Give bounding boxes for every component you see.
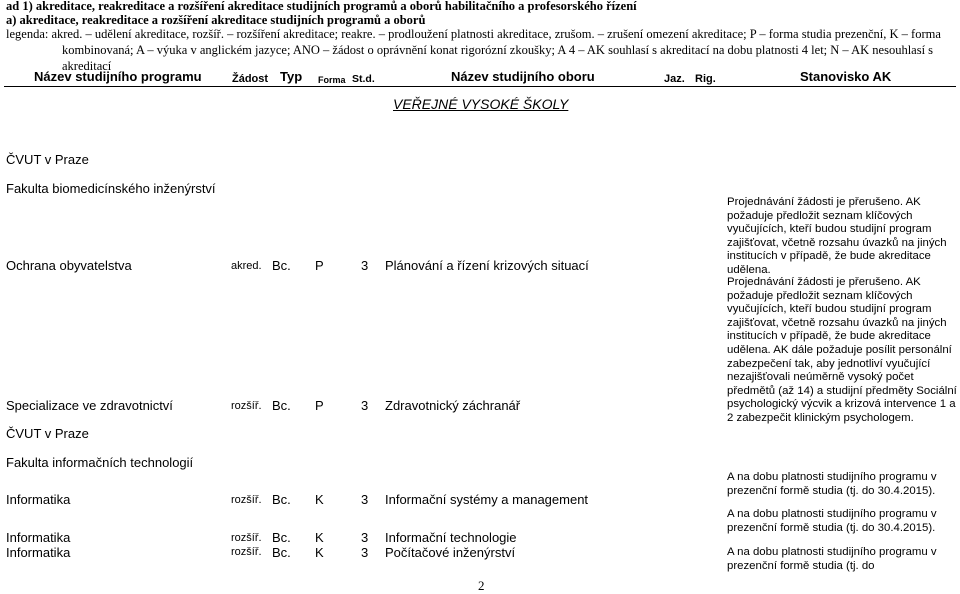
col-header-zadost: Žádost [232, 73, 269, 85]
page-number: 2 [478, 578, 485, 593]
request-type: rozšíř. [231, 532, 262, 544]
legend-content: legenda: akred. – udělení akreditace, rozšíř. – rozšíření akreditace; reakre. – prodloužení platnosti akreditace, zrušom. – zrušení omezení akreditace; P – forma studia prezenční, K – forma kombinovaná; A – výuka v anglickém jazyce; ANO – žádost o oprávnění konat rigorózní zkoušky; A 4 – AK souhlasí s akreditací na dobu platnosti 4 let; N – AK nesouhlasí s akreditací [6, 27, 941, 73]
accreditation-opinion: A na dobu platnosti studijního programu v prezenční formě studia (tj. do [727, 546, 937, 572]
col-header-rig: Rig. [695, 73, 716, 85]
accreditation-opinion: A na dobu platnosti studijního programu v prezenční formě studia (tj. do 30.4.2015). [727, 471, 937, 497]
study-form: K [315, 545, 324, 560]
col-header-stanovisko: Stanovisko AK [800, 69, 892, 84]
program-name: Informatika [6, 492, 71, 507]
school-name: ČVUT v Praze [6, 152, 89, 167]
request-type: rozšíř. [231, 546, 262, 558]
degree-type: Bc. [272, 492, 291, 507]
request-type: rozšíř. [231, 400, 262, 412]
accreditation-opinion: Projednávání žádosti je přerušeno. AK požaduje předložit seznam klíčových vyučujících, kteří budou studijní program zajišťovat, včetně rozsahu úvazků na jiných institucích v případě, že bude akreditace udělena. AK dále požaduje posílit personální zabezpečení tak, aby jednotliví vyučující nezajišťovali neúměrně vysoký počet předmětů (až 14) a studijní předměty Sociální psychologický výcvik a krizová intervence 1 a 2 zabezpečit klinickým psychologem. [727, 276, 957, 424]
program-name: Ochrana obyvatelstva [6, 258, 132, 273]
degree-type: Bc. [272, 398, 291, 413]
heading-line-1: ad 1) akreditace, reakreditace a rozšíření akreditace studijních programů a oborů habilitačního a profesorského řízení [6, 0, 637, 13]
program-name: Informatika [6, 530, 71, 545]
col-header-typ: Typ [280, 69, 303, 84]
col-header-program: Název studijního programu [34, 69, 202, 84]
study-form: K [315, 530, 324, 545]
col-header-obor: Název studijního oboru [451, 69, 595, 84]
col-header-std: St.d. [352, 73, 375, 85]
col-header-jaz: Jaz. [664, 73, 685, 85]
header-rule [4, 86, 956, 87]
section-title: VEŘEJNÉ VYSOKÉ ŠKOLY [393, 96, 569, 112]
field-name: Zdravotnický záchranář [385, 398, 521, 413]
degree-type: Bc. [272, 530, 291, 545]
faculty-name: Fakulta informačních technologií [6, 455, 194, 470]
field-name: Informační systémy a management [385, 492, 589, 507]
school-name: ČVUT v Praze [6, 426, 89, 441]
program-name: Informatika [6, 545, 71, 560]
legend-text [6, 26, 946, 74]
request-type: akred. [231, 260, 262, 272]
col-header-forma: Forma [318, 75, 346, 85]
study-length: 3 [361, 258, 369, 273]
study-form: K [315, 492, 324, 507]
field-name: Počítačové inženýrství [385, 545, 516, 560]
faculty-name: Fakulta biomedicínského inženýrství [6, 181, 216, 196]
study-length: 3 [361, 530, 369, 545]
accreditation-opinion: Projednávání žádosti je přerušeno. AK požaduje předložit seznam klíčových vyučujících, kteří budou studijní program zajišťovat, včetně rozsahu úvazků na jiných institucích v případě, že bude akreditace udělena. [727, 196, 947, 276]
study-length: 3 [361, 398, 369, 413]
degree-type: Bc. [272, 545, 291, 560]
request-type: rozšíř. [231, 494, 262, 506]
study-length: 3 [361, 492, 369, 507]
heading-line-2: a) akreditace, reakreditace a rozšíření akreditace studijních programů a oborů [6, 13, 426, 27]
study-form: P [315, 398, 324, 413]
degree-type: Bc. [272, 258, 291, 273]
field-name: Informační technologie [385, 530, 517, 545]
program-name: Specializace ve zdravotnictví [6, 398, 173, 413]
field-name: Plánování a řízení krizových situací [385, 258, 589, 273]
study-form: P [315, 258, 324, 273]
accreditation-opinion: A na dobu platnosti studijního programu v prezenční formě studia (tj. do 30.4.2015). [727, 508, 937, 534]
study-length: 3 [361, 545, 369, 560]
